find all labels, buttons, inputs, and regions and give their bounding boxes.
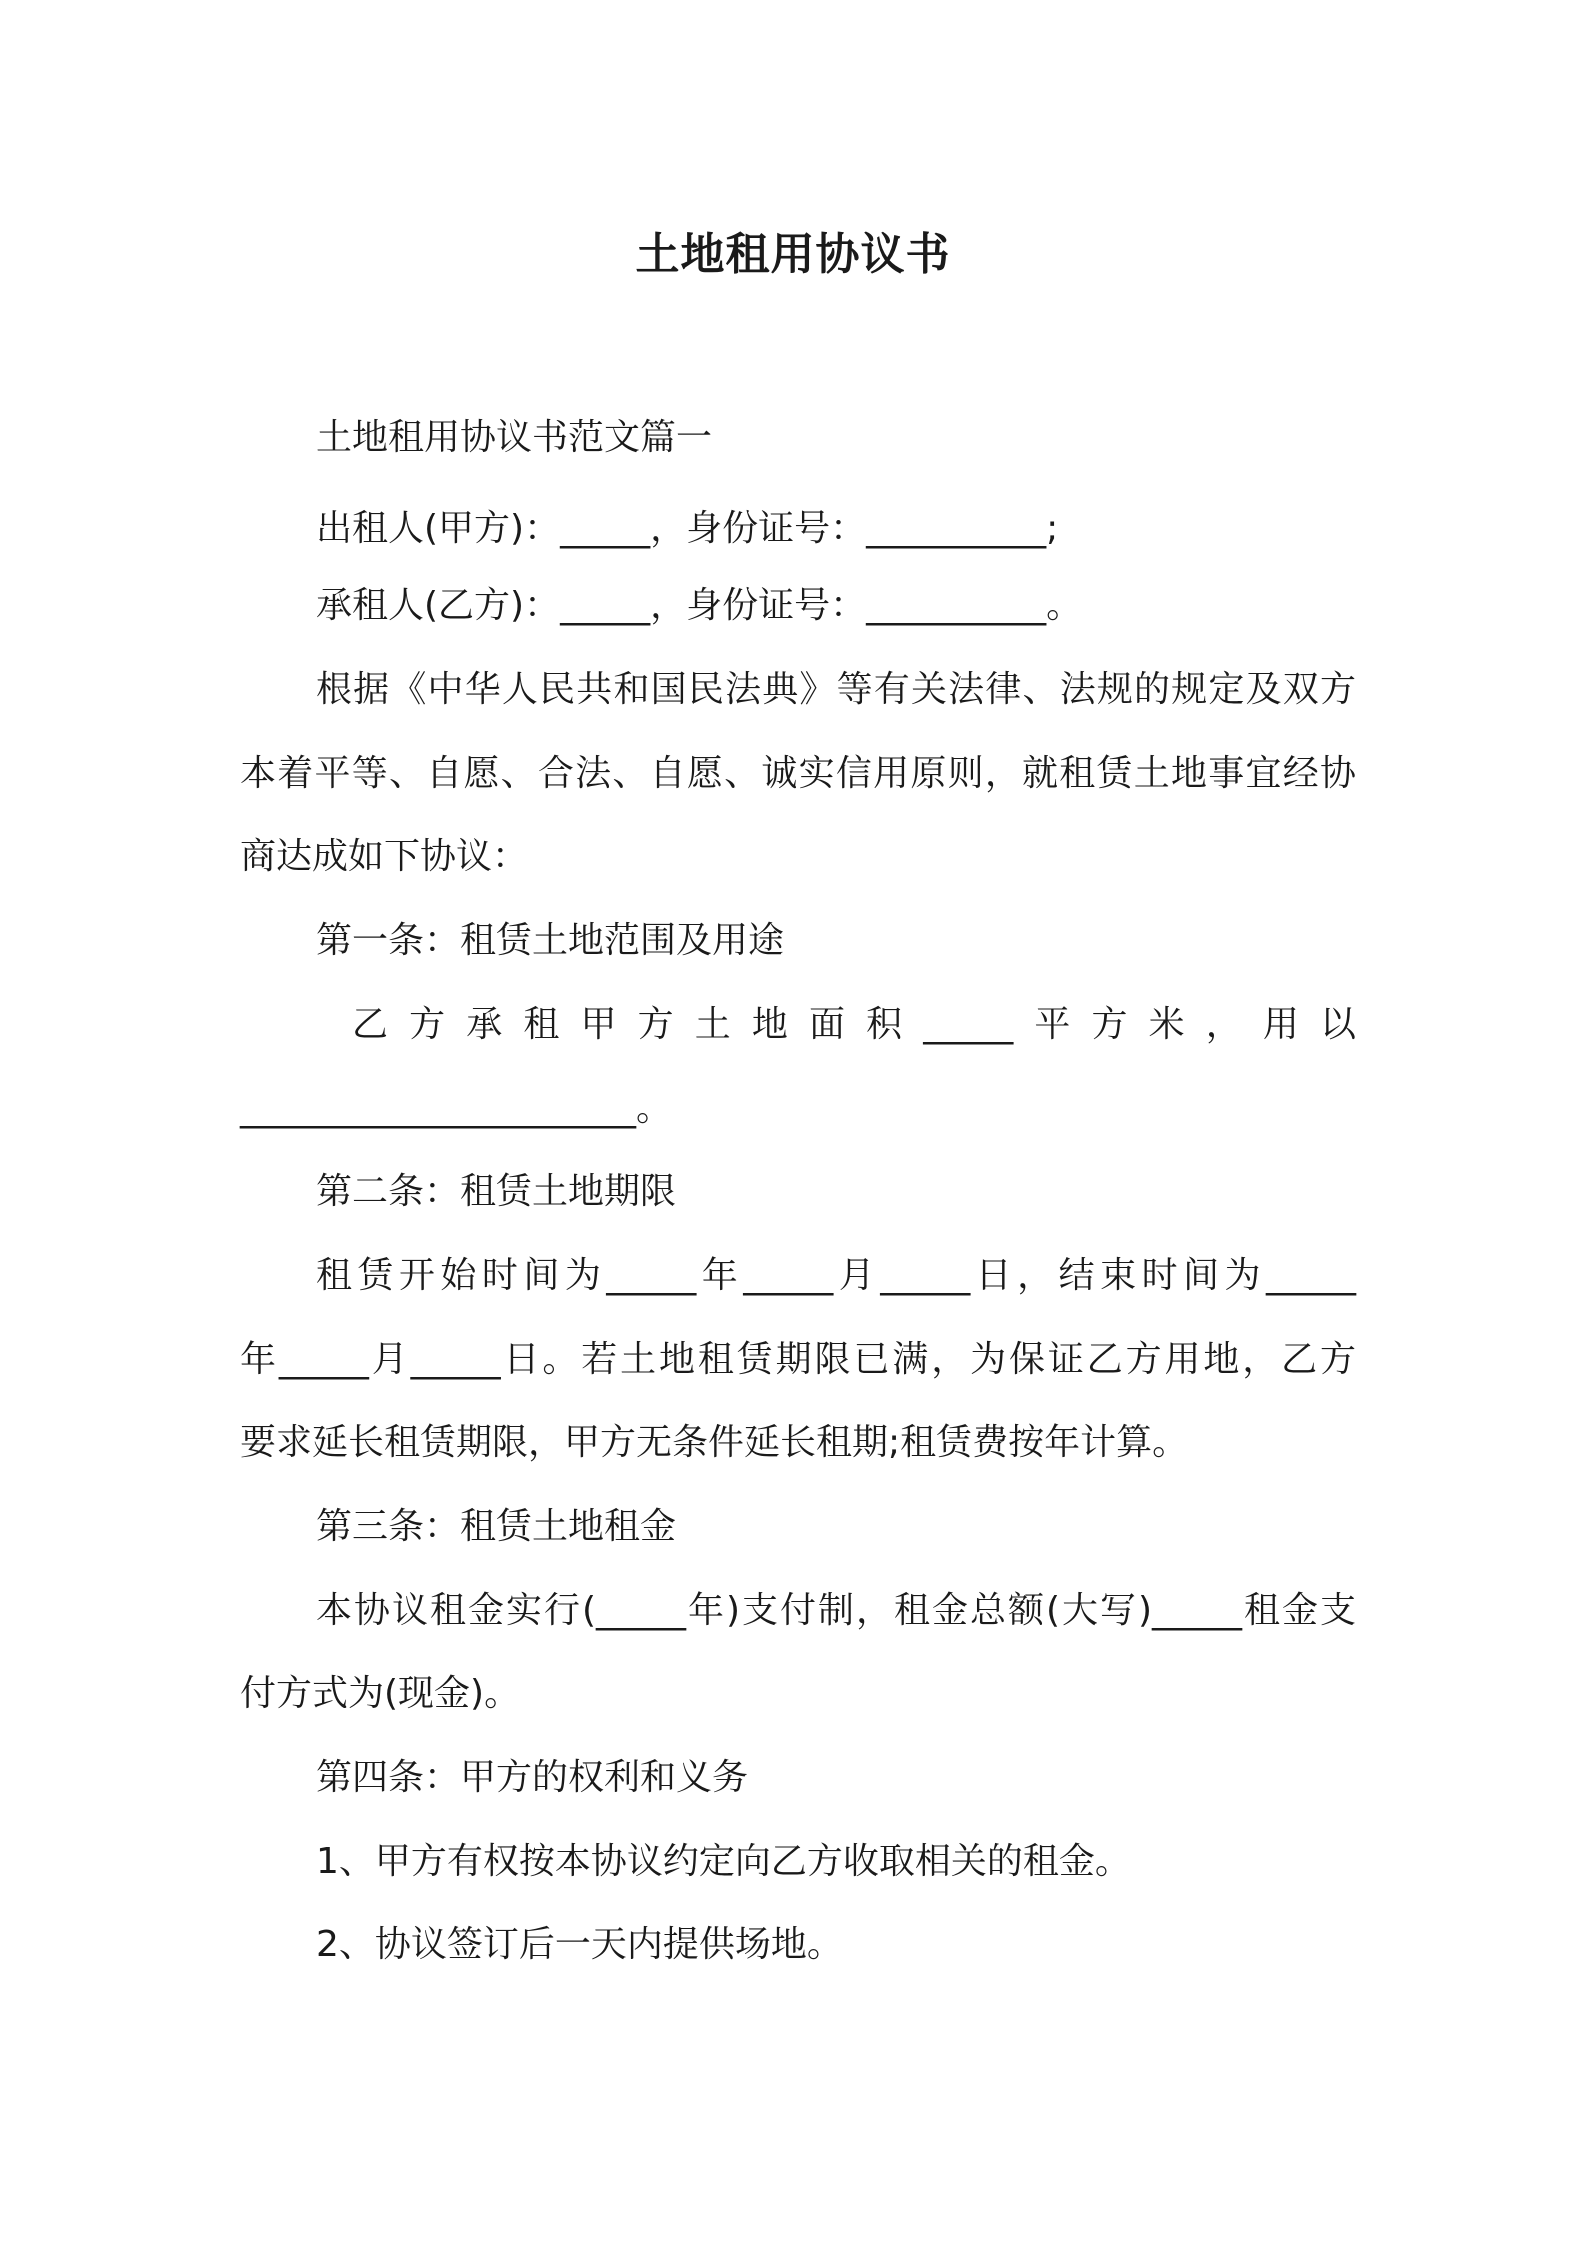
article2-heading: 第二条：租赁土地期限	[316, 1171, 677, 1212]
list-item: 1、甲方有权按本协议约定向乙方收取相关的租金。	[316, 1841, 1131, 1882]
lessee-line: 承租人(乙方)：_____，身份证号：__________。	[316, 585, 1083, 626]
article3-line-1: 本协议租金实行(_____年)支付制，租金总额(大写)_____租金支	[316, 1590, 1356, 1631]
article2-line-1: 租赁开始时间为_____年_____月_____日，结束时间为_____	[316, 1255, 1356, 1296]
article2-line-2: 年_____月_____日。若土地租赁期限已满，为保证乙方用地，乙方	[240, 1339, 1356, 1380]
preamble-line-2: 本着平等、自愿、合法、自愿、诚实信用原则，就租赁土地事宜经协	[240, 753, 1356, 794]
article3-line-2: 付方式为(现金)。	[240, 1673, 521, 1714]
preamble-line-1: 根据《中华人民共和国民法典》等有关法律、法规的规定及双方	[316, 669, 1356, 710]
document-title: 土地租用协议书	[635, 229, 951, 280]
article1-line-1: 乙方承租甲方土地面积_____平方米，用以	[352, 1004, 1356, 1045]
preamble-line-3: 商达成如下协议：	[240, 836, 529, 877]
article4-heading: 第四条：甲方的权利和义务	[316, 1757, 749, 1798]
article1-line-2: ______________________。	[240, 1088, 672, 1129]
article3-heading: 第三条：租赁土地租金	[316, 1506, 677, 1547]
list-item: 2、协议签订后一天内提供场地。	[316, 1924, 843, 1965]
lessor-line: 出租人(甲方)：_____，身份证号：__________;	[316, 508, 1059, 549]
subtitle: 土地租用协议书范文篇一	[316, 417, 713, 458]
article2-line-3: 要求延长租赁期限，甲方无条件延长租期;租赁费按年计算。	[240, 1422, 1189, 1463]
article1-heading: 第一条：租赁土地范围及用途	[316, 920, 785, 961]
